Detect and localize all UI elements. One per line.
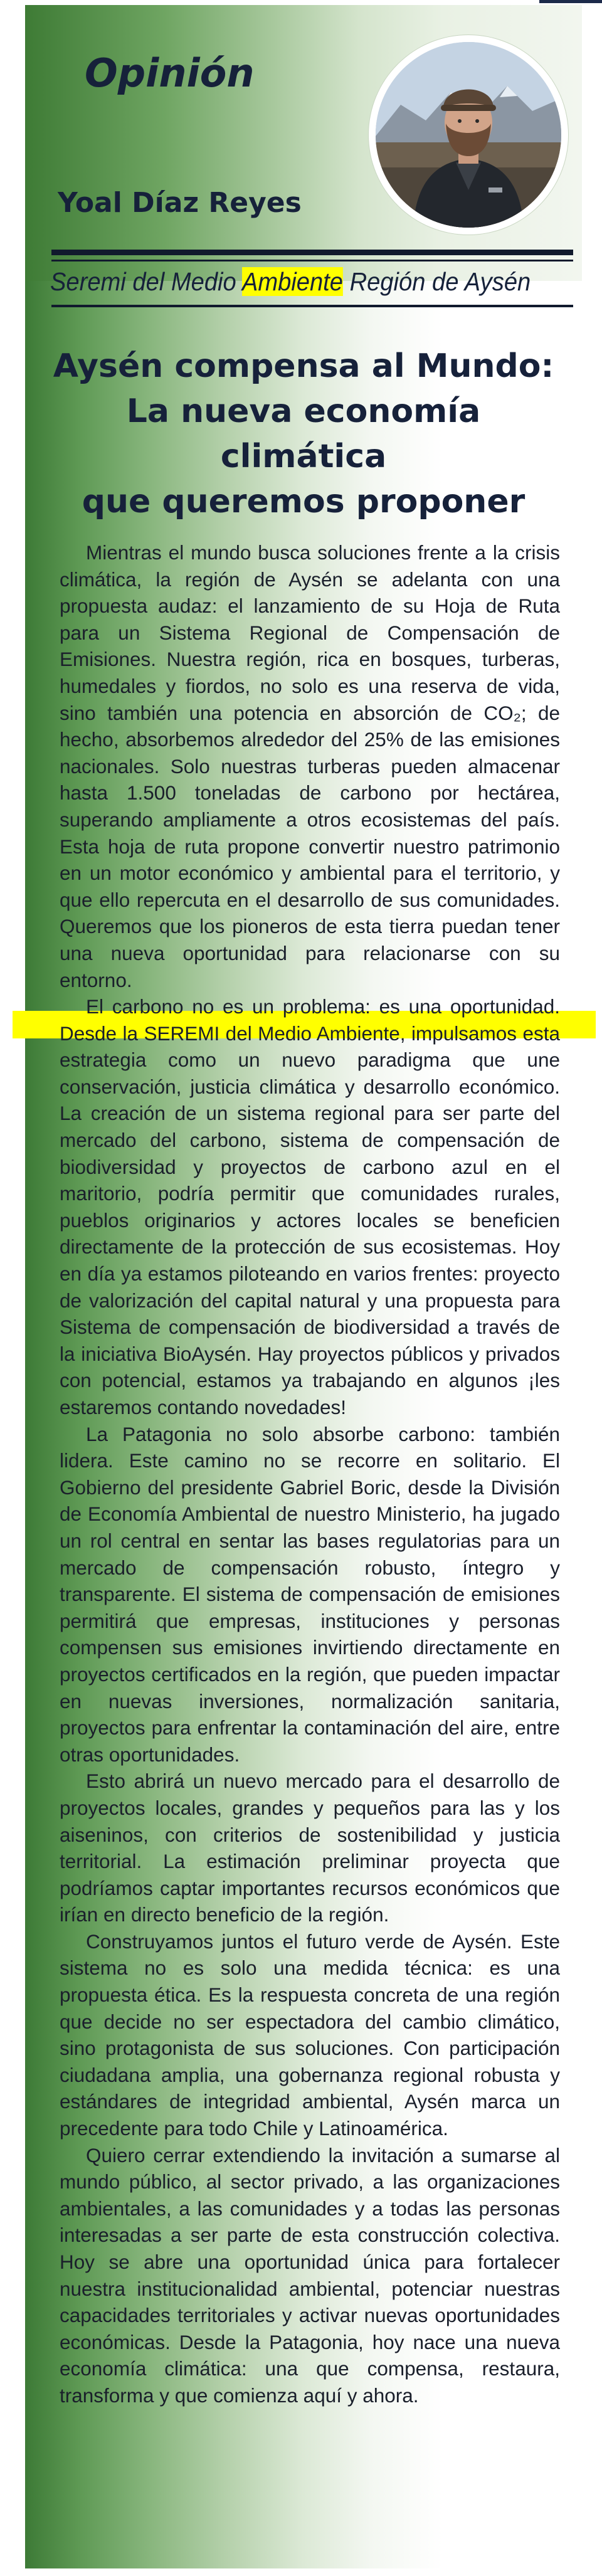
article-headline xyxy=(44,344,563,524)
author-role-text-start: Seremi del Medio xyxy=(50,267,242,296)
header-divider-thin xyxy=(51,260,573,261)
body-paragraph: Esto abrirá un nuevo mercado para el desarrollo de proyectos locales, grandes y pequeños para las y los aiseninos, con criterios de sostenibilidad y justicia territorial. La estimación preliminar proyecta que podríamos captar importantes recursos económicos que irían en directo beneficio de la región. xyxy=(60,1770,560,1926)
column-header xyxy=(25,5,582,296)
body-paragraph: El carbono no es un problema: es una oportunidad. Desde la SEREMI del Medio Ambiente, impulsamos esta estrategia como un nuevo paradigma que une conservación, justicia climática y desarrollo económico. La creación de un sistema regional para ser parte del mercado del carbono, sistema de compensación de biodiversidad y proyectos de carbono azul en el maritorio, podría permitir que comunidades rurales, pueblos originarios y actores locales se beneficien directamente de la protección de sus ecosistemas. Hoy en día ya estamos piloteando en varios frentes: proyecto de valorización del capital natural y una propuesta para Sistema de compensación de biodiversidad a través de la iniciativa BioAysén. Hay proyectos públicos y privados con potencial, estamos ya trabajando en algunos ¡les estaremos contando novedades! xyxy=(60,995,560,1418)
body-paragraph: Mientras el mundo busca soluciones frente a la crisis climática, la región de Aysén se adelanta con una propuesta audaz: el lanzamiento de su Hoja de Ruta para un Sistema Regional de Compensación de Emisiones. Nuestra región, rica en bosques, turberas, humedales y fiordos, no solo es una reserva de vida, sino también una potencia en absorción de CO₂; de hecho, absorbemos alrededor del 25% de las emisiones nacionales. Solo nuestras turberas pueden almacenar hasta 1.500 toneladas de carbono por hectárea, superando ampliamente a otros ecosistemas del país. Esta hoja de ruta propone convertir nuestro patrimonio en un motor económico y ambiental para el territorio, y que ello repercuta en el desarrollo de sus comunidades. Queremos que los pioneros de esta tierra puedan tener una nueva oportunidad para relacionarse con su entorno. xyxy=(60,541,560,991)
body-paragraph: La Patagonia no solo absorbe carbono: también lidera. Este camino no se recorre en solitario. El Gobierno del presidente Gabriel Boric, desde la División de Economía Ambiental de nuestro Ministerio, ha jugado un rol central en sentar las bases regulatorias para un mercado de compensación robusto, íntegro y transparente. El sistema de compensación de emisiones permitirá que empresas, instituciones y personas compensen sus emisiones invirtiendo directamente en proyectos certificados en la región, que pueden impactar en nuevas inversiones, normalización sanitaria, proyectos para enfrentar la contaminación del aire, entre otras oportunidades. xyxy=(60,1422,560,1766)
opinion-column xyxy=(25,5,582,2568)
header-divider-thick xyxy=(51,250,573,255)
headline-line: La nueva economía climática xyxy=(126,393,481,475)
section-label: Opinión xyxy=(85,50,255,96)
author-photo-frame xyxy=(369,35,568,235)
author-name: Yoal Díaz Reyes xyxy=(58,187,302,219)
author-portrait-image xyxy=(376,42,561,228)
author-photo xyxy=(376,42,561,228)
body-paragraph: Construyamos juntos el futuro verde de Aysén. Este sistema no es solo una medida técnica: es una propuesta ética. Es la respuesta concreta de una región que decide no ser espectadora del cambio climático, sino protagonista de sus soluciones. Con participación ciudadana amplia, una gobernanza regional robusta y estándares de integridad ambiental, Aysén marca un precedente para todo Chile y Latinoamérica. xyxy=(60,1929,560,2140)
role-underline xyxy=(51,305,573,307)
article-body xyxy=(60,539,560,2409)
headline-line: Aysén compensa al Mundo: xyxy=(53,347,554,385)
body-paragraph: Quiero cerrar extendiendo la invitación a sumarse al mundo público, al sector privado, a las organizaciones ambientales, a las comunidades y a todas las personas interesadas a ser parte de esta construcción colectiva. Hoy se abre una oportunidad única para fortalecer nuestra institucionalidad ambiental, potenciar nuestras capacidades territoriales y activar nuevas oportunidades económicas. Desde la Patagonia, hoy nace una nueva economía climática: una que compensa, restaura, transforma y que comienza aquí y ahora. xyxy=(60,2143,560,2407)
author-role-text-end: Región de Aysén xyxy=(342,267,531,296)
top-edge-rule xyxy=(539,0,602,3)
author-role-highlight: Ambiente xyxy=(241,267,343,296)
author-role xyxy=(50,267,540,297)
headline-line: que queremos proponer xyxy=(82,483,525,520)
